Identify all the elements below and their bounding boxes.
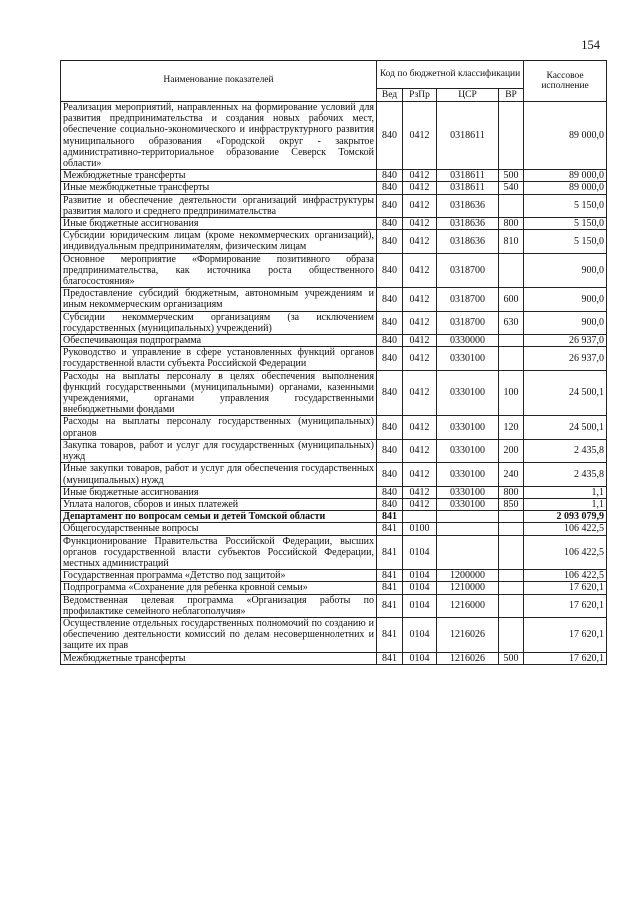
table-row (61, 535, 607, 570)
row-name: Иные закупки товаров, работ и услуг для обеспечения государственных (муниципальных) нужд (61, 463, 377, 486)
row-vr (499, 511, 524, 523)
table-row (61, 288, 607, 311)
row-vr (499, 347, 524, 370)
row-name: Государственная программа «Детство под защитой» (61, 570, 377, 582)
row-ved: 841 (377, 570, 403, 582)
row-amount: 17 620,1 (524, 617, 607, 652)
row-vr (499, 582, 524, 594)
row-csr: 0318636 (437, 194, 499, 217)
row-rzpr: 0104 (403, 570, 437, 582)
row-name: Межбюджетные трансферты (61, 652, 377, 664)
table-row (61, 511, 607, 523)
row-rzpr: 0412 (403, 463, 437, 486)
row-rzpr: 0412 (403, 288, 437, 311)
table-row (61, 582, 607, 594)
row-rzpr: 0104 (403, 617, 437, 652)
header-name: Наименование показателей (61, 61, 377, 102)
header-execution: Кассовое исполнение (524, 61, 607, 102)
row-amount: 26 937,0 (524, 347, 607, 370)
header-vr: ВР (499, 89, 524, 102)
row-csr: 1200000 (437, 570, 499, 582)
row-rzpr: 0412 (403, 194, 437, 217)
row-vr (499, 194, 524, 217)
row-ved: 840 (377, 253, 403, 288)
table-row (61, 253, 607, 288)
row-amount: 1,1 (524, 486, 607, 498)
row-ved: 841 (377, 617, 403, 652)
row-csr: 1210000 (437, 582, 499, 594)
row-vr: 810 (499, 230, 524, 253)
header-rzpr: РзПр (403, 89, 437, 102)
row-amount: 2 435,8 (524, 439, 607, 462)
row-amount: 900,0 (524, 311, 607, 334)
row-amount: 2 093 079,9 (524, 511, 607, 523)
row-csr: 0330000 (437, 335, 499, 347)
row-vr (499, 594, 524, 617)
row-name: Ведомственная целевая программа «Организация работы по профилактике семейного неблагополучия» (61, 594, 377, 617)
table-row (61, 617, 607, 652)
row-name: Иные межбюджетные трансферты (61, 182, 377, 194)
row-name: Департамент по вопросам семьи и детей Томской области (61, 511, 377, 523)
row-vr: 540 (499, 182, 524, 194)
row-ved: 841 (377, 652, 403, 664)
row-amount: 106 422,5 (524, 570, 607, 582)
row-rzpr (403, 511, 437, 523)
row-rzpr: 0412 (403, 253, 437, 288)
row-amount: 89 000,0 (524, 182, 607, 194)
table-row (61, 486, 607, 498)
row-csr: 0318636 (437, 218, 499, 230)
table-row (61, 498, 607, 510)
row-csr: 0318700 (437, 288, 499, 311)
row-rzpr: 0104 (403, 582, 437, 594)
row-csr: 0318700 (437, 311, 499, 334)
row-rzpr: 0412 (403, 182, 437, 194)
row-name: Подпрограмма «Сохранение для ребенка кровной семьи» (61, 582, 377, 594)
row-rzpr: 0104 (403, 535, 437, 570)
row-amount: 2 435,8 (524, 463, 607, 486)
row-vr (499, 617, 524, 652)
row-rzpr: 0104 (403, 652, 437, 664)
row-name: Функционирование Правительства Российской Федерации, высших органов государственной власти субъектов Российской Федерации, местных администраций (61, 535, 377, 570)
header-csr: ЦСР (437, 89, 499, 102)
row-csr (437, 535, 499, 570)
row-vr: 500 (499, 652, 524, 664)
row-ved: 840 (377, 218, 403, 230)
row-name: Иные бюджетные ассигнования (61, 486, 377, 498)
row-vr: 850 (499, 498, 524, 510)
table-row (61, 182, 607, 194)
table-row (61, 463, 607, 486)
row-csr: 0330100 (437, 439, 499, 462)
row-name: Осуществление отдельных государственных полномочий по созданию и обеспечению деятельности комиссий по делам несовершеннолетних и защите их прав (61, 617, 377, 652)
page-number: 154 (581, 38, 600, 52)
row-vr: 600 (499, 288, 524, 311)
row-amount: 26 937,0 (524, 335, 607, 347)
row-csr: 0318700 (437, 253, 499, 288)
row-rzpr: 0412 (403, 218, 437, 230)
row-vr (499, 535, 524, 570)
table-row (61, 652, 607, 664)
row-csr: 1216026 (437, 617, 499, 652)
table-row (61, 594, 607, 617)
row-ved: 840 (377, 335, 403, 347)
row-vr: 240 (499, 463, 524, 486)
row-csr: 0330100 (437, 416, 499, 439)
row-csr: 0318611 (437, 182, 499, 194)
table-row (61, 439, 607, 462)
row-amount: 24 500,1 (524, 416, 607, 439)
row-vr: 200 (499, 439, 524, 462)
row-name: Уплата налогов, сборов и иных платежей (61, 498, 377, 510)
row-name: Закупка товаров, работ и услуг для государственных (муниципальных) нужд (61, 439, 377, 462)
row-amount: 5 150,0 (524, 194, 607, 217)
row-ved: 840 (377, 370, 403, 416)
row-ved: 841 (377, 582, 403, 594)
row-vr (499, 253, 524, 288)
row-name: Расходы на выплаты персоналу государственных (муниципальных) органов (61, 416, 377, 439)
row-amount: 5 150,0 (524, 218, 607, 230)
header-ved: Вед (377, 89, 403, 102)
row-ved: 840 (377, 311, 403, 334)
table-row (61, 416, 607, 439)
row-csr: 1216000 (437, 594, 499, 617)
row-amount: 106 422,5 (524, 523, 607, 535)
row-amount: 900,0 (524, 288, 607, 311)
row-ved: 840 (377, 439, 403, 462)
row-amount: 89 000,0 (524, 170, 607, 182)
table-row (61, 370, 607, 416)
table-row (61, 230, 607, 253)
row-name: Расходы на выплаты персоналу в целях обеспечения выполнения функций государственными (муниципальными) органами, казенными учреждениями, органами управления государственными внебюджетными фондами (61, 370, 377, 416)
row-name: Предоставление субсидий бюджетным, автономным учреждениям и иным некоммерческим организациям (61, 288, 377, 311)
table-body (61, 102, 607, 665)
row-amount: 106 422,5 (524, 535, 607, 570)
row-ved: 840 (377, 194, 403, 217)
row-ved: 840 (377, 230, 403, 253)
row-amount: 17 620,1 (524, 582, 607, 594)
row-ved: 840 (377, 486, 403, 498)
row-ved: 841 (377, 594, 403, 617)
row-ved: 841 (377, 523, 403, 535)
table-row (61, 570, 607, 582)
row-csr: 0330100 (437, 498, 499, 510)
table-row (61, 347, 607, 370)
row-ved: 840 (377, 416, 403, 439)
row-csr (437, 511, 499, 523)
row-name: Руководство и управление в сфере установленных функций органов государственной власти субъекта Российской Федерации (61, 347, 377, 370)
row-name: Основное мероприятие «Формирование позитивного образа предпринимательства, как источника роста общественного благосостояния» (61, 253, 377, 288)
row-ved: 841 (377, 535, 403, 570)
row-name: Общегосударственные вопросы (61, 523, 377, 535)
row-name: Обеспечивающая подпрограмма (61, 335, 377, 347)
row-name: Иные бюджетные ассигнования (61, 218, 377, 230)
row-amount: 900,0 (524, 253, 607, 288)
row-amount: 17 620,1 (524, 652, 607, 664)
row-amount: 17 620,1 (524, 594, 607, 617)
table-row (61, 335, 607, 347)
row-name: Субсидии некоммерческим организациям (за исключением государственных (муниципальных) учреждений) (61, 311, 377, 334)
row-csr: 0318611 (437, 102, 499, 170)
row-csr: 0330100 (437, 463, 499, 486)
row-vr: 800 (499, 486, 524, 498)
row-rzpr: 0412 (403, 170, 437, 182)
row-ved: 840 (377, 182, 403, 194)
row-rzpr: 0100 (403, 523, 437, 535)
table-row (61, 102, 607, 170)
row-ved: 841 (377, 511, 403, 523)
row-csr: 0318611 (437, 170, 499, 182)
row-csr: 0330100 (437, 347, 499, 370)
header-code-group: Код по бюджетной классификации (377, 61, 524, 89)
row-amount: 89 000,0 (524, 102, 607, 170)
row-vr (499, 102, 524, 170)
row-csr: 0330100 (437, 370, 499, 416)
row-csr: 0318636 (437, 230, 499, 253)
row-csr: 1216026 (437, 652, 499, 664)
row-rzpr: 0412 (403, 498, 437, 510)
row-ved: 840 (377, 170, 403, 182)
row-ved: 840 (377, 347, 403, 370)
row-rzpr: 0412 (403, 347, 437, 370)
row-ved: 840 (377, 498, 403, 510)
budget-table (60, 60, 607, 665)
row-vr: 100 (499, 370, 524, 416)
row-amount: 24 500,1 (524, 370, 607, 416)
row-name: Субсидии юридическим лицам (кроме некоммерческих организаций), индивидуальным предпринимателям, физическим лицам (61, 230, 377, 253)
row-rzpr: 0412 (403, 439, 437, 462)
table-row (61, 194, 607, 217)
row-vr: 630 (499, 311, 524, 334)
row-name: Развитие и обеспечение деятельности организаций инфраструктуры развития малого и среднего предпринимательства (61, 194, 377, 217)
row-ved: 840 (377, 102, 403, 170)
row-rzpr: 0104 (403, 594, 437, 617)
row-amount: 5 150,0 (524, 230, 607, 253)
row-vr: 800 (499, 218, 524, 230)
row-name: Межбюджетные трансферты (61, 170, 377, 182)
row-csr (437, 523, 499, 535)
row-vr (499, 523, 524, 535)
row-rzpr: 0412 (403, 370, 437, 416)
table-row (61, 218, 607, 230)
row-ved: 840 (377, 463, 403, 486)
table-row (61, 170, 607, 182)
row-csr: 0330100 (437, 486, 499, 498)
row-rzpr: 0412 (403, 335, 437, 347)
row-vr: 500 (499, 170, 524, 182)
table-row (61, 311, 607, 334)
row-rzpr: 0412 (403, 230, 437, 253)
row-rzpr: 0412 (403, 311, 437, 334)
row-vr (499, 570, 524, 582)
table-row (61, 523, 607, 535)
row-rzpr: 0412 (403, 486, 437, 498)
row-vr (499, 335, 524, 347)
row-name: Реализация мероприятий, направленных на формирование условий для развития предпринимательства и создания новых рабочих мест, обеспечение социально-экономического и инфраструктурного развития муниципального образования «Городской округ - закрытое административно-территориальное образование Северск Томской области» (61, 102, 377, 170)
row-rzpr: 0412 (403, 102, 437, 170)
row-amount: 1,1 (524, 498, 607, 510)
row-rzpr: 0412 (403, 416, 437, 439)
row-vr: 120 (499, 416, 524, 439)
row-ved: 840 (377, 288, 403, 311)
